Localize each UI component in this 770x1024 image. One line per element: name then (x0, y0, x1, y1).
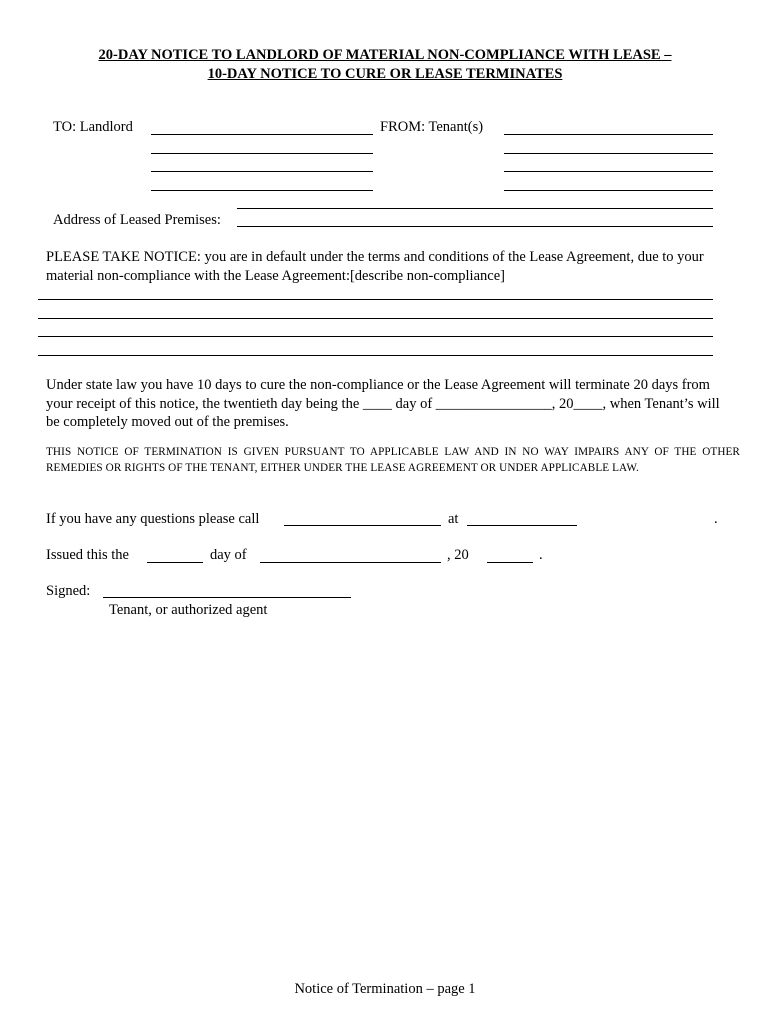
at-label: at (448, 511, 459, 527)
issued-period: . (539, 547, 543, 563)
to-landlord-label: TO: Landlord (53, 119, 133, 135)
contact-phone-line[interactable] (467, 525, 577, 526)
issued-month-line[interactable] (260, 562, 441, 563)
year-prefix: , 20 (447, 547, 469, 563)
noncompliance-line-2[interactable] (38, 318, 713, 319)
contact-name-line[interactable] (284, 525, 441, 526)
tenant-name-line-3[interactable] (504, 171, 713, 172)
document-title-line-1: 20-DAY NOTICE TO LANDLORD OF MATERIAL NON-COMPLIANCE WITH LEASE – (98, 47, 672, 63)
tenant-name-line-2[interactable] (504, 153, 713, 154)
issued-year-line[interactable] (487, 562, 533, 563)
issued-day-line[interactable] (147, 562, 203, 563)
signed-label: Signed: (46, 583, 91, 599)
signature-line[interactable] (103, 597, 351, 598)
landlord-address-line-1[interactable] (151, 153, 373, 154)
tenant-name-line-4[interactable] (504, 190, 713, 191)
cure-paragraph: Under state law you have 10 days to cure the non-compliance or the Lease Agreement will terminate 20 days from your receipt of this notice, the twentieth day being the ____ day of ________________, 20____, when Tenant’s will be completely moved out of the premises. (46, 377, 720, 430)
legal-notice-paragraph: THIS NOTICE OF TERMINATION IS GIVEN PURSUANT TO APPLICABLE LAW AND IN NO WAY IMPAIRS ANY OF THE OTHER REMEDIES OR RIGHTS OF THE TENANT, EITHER UNDER THE LEASE AGREEMENT OR UNDER APPLICABLE LAW. (46, 446, 740, 474)
day-of-label: day of (210, 547, 247, 563)
noncompliance-line-4[interactable] (38, 355, 713, 356)
address-label: Address of Leased Premises: (53, 212, 221, 228)
landlord-name-line[interactable] (151, 134, 373, 135)
landlord-address-line-2[interactable] (151, 171, 373, 172)
from-tenant-label: FROM: Tenant(s) (380, 119, 484, 135)
noncompliance-line-3[interactable] (38, 336, 713, 337)
address-line[interactable] (237, 226, 713, 227)
document-title-line-2: 10-DAY NOTICE TO CURE OR LEASE TERMINATES (207, 66, 563, 82)
tenant-name-line[interactable] (504, 134, 713, 135)
signer-caption: Tenant, or authorized agent (109, 602, 268, 618)
tenant-name-line-5[interactable] (237, 208, 713, 209)
page-footer: Notice of Termination – page 1 (294, 981, 476, 997)
notice-paragraph: PLEASE TAKE NOTICE: you are in default under the terms and conditions of the Lease Agreement, due to your material non-compliance with the Lease Agreement:[describe non-compliance] (46, 249, 704, 284)
questions-label: If you have any questions please call (46, 511, 260, 527)
issued-label: Issued this the (46, 547, 129, 563)
noncompliance-line-1[interactable] (38, 299, 713, 300)
landlord-address-line-3[interactable] (151, 190, 373, 191)
questions-period: . (714, 511, 718, 527)
